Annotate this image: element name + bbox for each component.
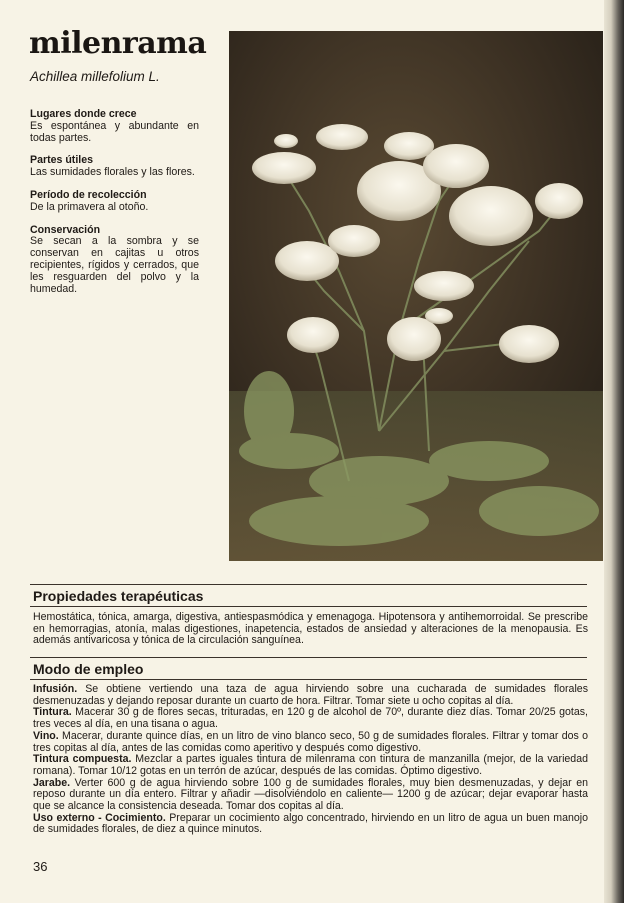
usage-label: Uso externo - Cocimiento. <box>33 811 166 824</box>
info-section-harvest-period <box>30 190 199 214</box>
info-heading: Partes útiles <box>30 154 94 167</box>
usage-text: Verter 600 g de agua hirviendo sobre 100 g de sumidades florales, muy bien desmenuzadas, y dejar en reposo durante un día entero. Filtrar y añadir —disolviéndolo en caliente— 1200 g de azúcar; dejar evaporar hasta que se alcance la consistencia deseada. Tomar dos copitas al día. <box>33 776 588 813</box>
section-heading-properties: Propiedades terapéuticas <box>30 584 587 607</box>
info-body: Se secan a la sombra y se conservan en cajitas u otros recipientes, rígidos y cerrados, que les resguarden del polvo y la humedad. <box>30 235 199 295</box>
usage-text: Mezclar a partes iguales tintura de milenrama con tintura de manzanilla (mejor, de la variedad romana). Tomar 10/12 gotas en un terrón de azúcar, después de las comidas. Óptimo digestivo. <box>33 753 588 777</box>
usage-label: Jarabe. <box>33 776 71 789</box>
usage-item-wine <box>33 731 588 754</box>
plant-info-sidebar <box>30 109 199 306</box>
usage-text: Se obtiene vertiendo una taza de agua hirviendo sobre una cucharada de sumidades florales desmenuzadas y dejando reposar durante un cuarto de hora. Filtrar. Tomar siete u ocho copitas al día. <box>33 683 588 707</box>
page-edge-shadow <box>604 0 624 903</box>
usage-list <box>33 684 588 836</box>
info-body: De la primavera al otoño. <box>30 200 149 213</box>
usage-item-infusion <box>33 684 588 707</box>
usage-text: Macerar 30 g de flores secas, trituradas, en 120 g de alcohol de 70º, durante diez días. Tomar 20/25 gotas, tres veces al día, en una tisana o agua. <box>33 706 588 731</box>
usage-item-external-decoction <box>33 813 588 836</box>
info-body: Las sumidades florales y las flores. <box>30 166 195 179</box>
section-heading-usage: Modo de empleo <box>30 657 587 680</box>
info-heading: Conservación <box>30 223 101 236</box>
usage-item-tincture <box>33 707 588 730</box>
usage-label: Tintura compuesta. <box>33 753 132 766</box>
info-section-conservation <box>30 225 199 296</box>
info-section-useful-parts <box>30 155 199 179</box>
yarrow-plant-photo <box>229 31 603 561</box>
usage-label: Infusión. <box>33 683 78 695</box>
usage-label: Vino. <box>33 729 59 742</box>
scientific-name: Achillea millefolium L. <box>30 69 160 84</box>
usage-item-compound-tincture <box>33 754 588 777</box>
usage-text: Preparar un cocimiento algo concentrado, hirviendo en un litro de agua un buen manojo de sumidades florales, de diez a quince minutos. <box>33 811 589 836</box>
page-title: milenrama <box>29 26 207 61</box>
page-number: 36 <box>33 859 48 874</box>
info-heading: Período de recolección <box>30 188 147 201</box>
usage-label: Tintura. <box>33 706 72 719</box>
info-section-habitat <box>30 109 199 144</box>
usage-item-syrup <box>33 778 588 813</box>
usage-text: Macerar, durante quince días, en un litro de vino blanco seco, 50 g de sumidades florales. Filtrar y tomar dos o tres copitas al día, antes de las comidas como aperitivo y después como digestivo. <box>33 729 588 754</box>
info-body: Es espontánea y abundante en todas partes. <box>30 119 199 144</box>
info-heading: Lugares donde crece <box>30 108 137 120</box>
properties-text: Hemostática, tónica, amarga, digestiva, antiespasmódica y emenagoga. Hipotensora y antihemorroidal. Se prescribe en hemorragias, atonía, malas digestiones, inapetencia, estados de ansiedad y alteraciones de la menopausia. Es además antivaricosa y tónica de la circulación sanguínea. <box>33 611 588 647</box>
